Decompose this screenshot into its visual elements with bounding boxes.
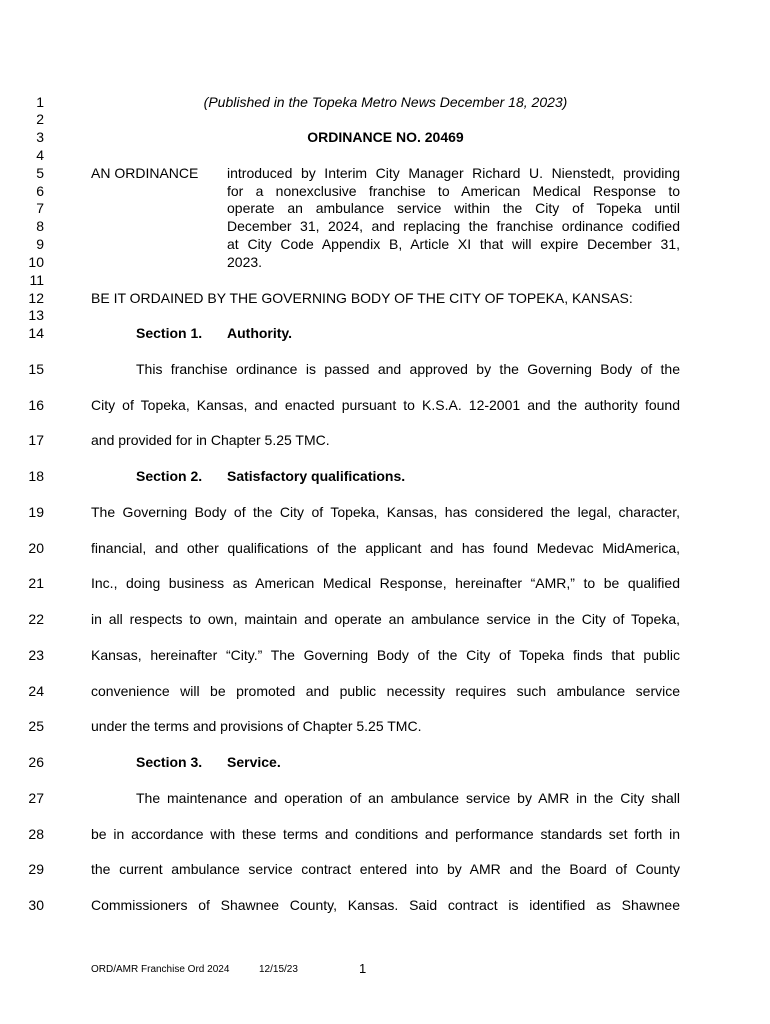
line-number: 12 [28, 290, 44, 306]
section-heading: Authority. [227, 325, 293, 341]
body-line: The Governing Body of the City of Topeka, Kansas, has considered the legal, character, [91, 504, 680, 520]
line-number: 21 [28, 575, 44, 591]
line-number: 3 [36, 129, 44, 145]
intro-line: operate an ambulance service within the City of Topeka until [227, 200, 680, 216]
line-number: 11 [29, 272, 44, 288]
line-number: 1 [36, 94, 44, 110]
section-number: Section 3. [136, 754, 203, 770]
line-number: 14 [28, 325, 44, 341]
line-number: 13 [28, 307, 44, 323]
body-line: Inc., doing business as American Medical Response, hereinafter “AMR,” to be qualified [91, 575, 680, 591]
line-number: 6 [36, 183, 44, 199]
body-line: and provided for in Chapter 5.25 TMC. [91, 432, 330, 448]
body-line: convenience will be promoted and public necessity requires such ambulance service [91, 683, 680, 699]
body-line: Commissioners of Shawnee County, Kansas. Said contract is identified as Shawnee [91, 897, 680, 913]
footer-date: 12/15/23 [259, 964, 298, 975]
line-number: 27 [28, 790, 44, 806]
body-line: The maintenance and operation of an ambulance service by AMR in the City shall [136, 790, 680, 806]
intro-line: introduced by Interim City Manager Richard U. Nienstedt, providing [227, 165, 680, 181]
line-number: 29 [28, 861, 44, 877]
line-number: 4 [36, 147, 44, 163]
line-number: 26 [28, 754, 44, 770]
body-line: the current ambulance service contract entered into by AMR and the Board of County [91, 861, 680, 877]
line-number: 16 [28, 397, 44, 413]
body-line: This franchise ordinance is passed and approved by the Governing Body of the [136, 361, 680, 377]
line-number: 24 [28, 683, 44, 699]
body-line: be in accordance with these terms and conditions and performance standards set forth in [91, 826, 680, 842]
section-number: Section 1. [136, 325, 203, 341]
line-number: 19 [28, 504, 44, 520]
intro-line: 2023. [227, 254, 263, 270]
page-number: 1 [359, 961, 367, 976]
ordinance-title: ORDINANCE NO. 20469 [307, 129, 464, 145]
line-number: 25 [28, 718, 44, 734]
line-number: 7 [36, 200, 44, 216]
body-line: in all respects to own, maintain and operate an ambulance service in the City of Topeka, [91, 611, 680, 627]
intro-label: AN ORDINANCE [91, 165, 199, 181]
line-number: 9 [36, 236, 44, 252]
intro-line: December 31, 2024, and replacing the franchise ordinance codified [227, 218, 680, 234]
body-line: City of Topeka, Kansas, and enacted pursuant to K.S.A. 12-2001 and the authority found [91, 397, 680, 413]
line-number: 10 [28, 254, 44, 270]
body-line: Kansas, hereinafter “City.” The Governing Body of the City of Topeka finds that public [91, 647, 680, 663]
intro-line: at City Code Appendix B, Article XI that will expire December 31, [227, 236, 680, 252]
body-line: under the terms and provisions of Chapter 5.25 TMC. [91, 718, 422, 734]
section-heading: Service. [227, 754, 281, 770]
enacting-clause: BE IT ORDAINED BY THE GOVERNING BODY OF THE CITY OF TOPEKA, KANSAS: [91, 290, 633, 306]
line-number: 30 [28, 897, 44, 913]
line-number: 17 [28, 432, 44, 448]
body-line: financial, and other qualifications of the applicant and has found Medevac MidAmerica, [91, 540, 680, 556]
publication-note: (Published in the Topeka Metro News December 18, 2023) [203, 94, 568, 110]
line-number: 20 [28, 540, 44, 556]
intro-line: for a nonexclusive franchise to American Medical Response to [227, 183, 680, 199]
footer-doc-name: ORD/AMR Franchise Ord 2024 [91, 964, 230, 975]
line-number: 28 [28, 826, 44, 842]
section-heading: Satisfactory qualifications. [227, 468, 406, 484]
line-number: 5 [36, 165, 44, 181]
line-number: 15 [28, 361, 44, 377]
section-number: Section 2. [136, 468, 203, 484]
line-number: 8 [36, 218, 44, 234]
line-number: 2 [36, 111, 44, 127]
line-number: 22 [28, 611, 44, 627]
line-number: 18 [28, 468, 44, 484]
line-number: 23 [28, 647, 44, 663]
